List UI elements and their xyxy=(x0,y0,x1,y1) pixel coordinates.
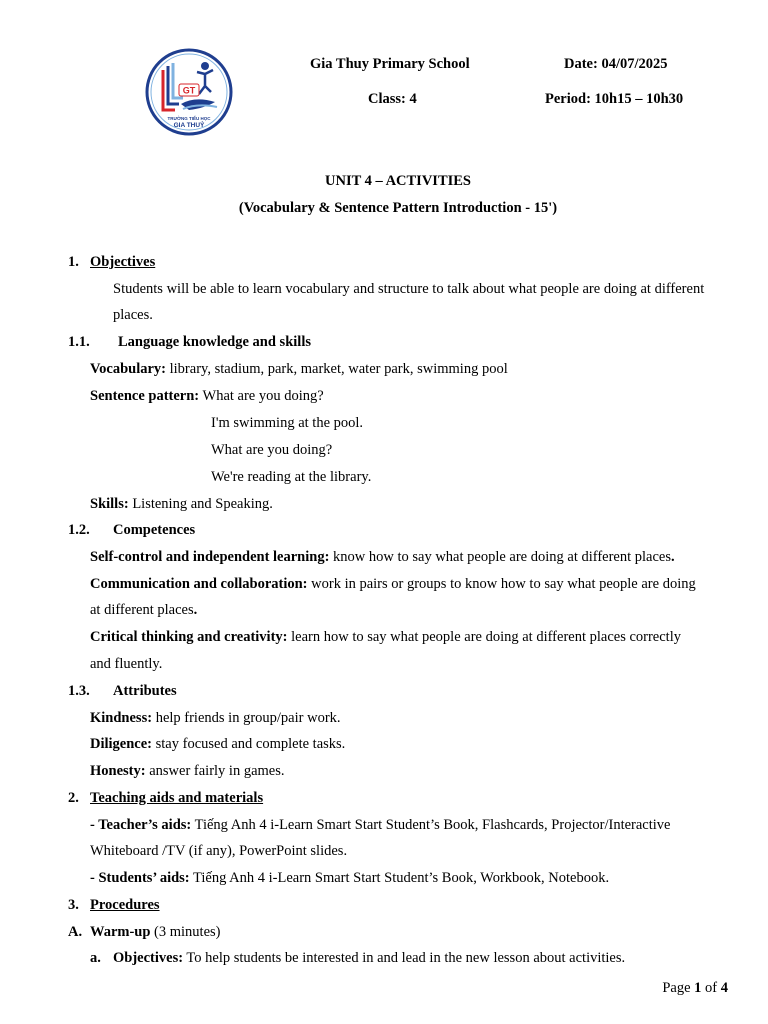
kindness-label: Kindness: xyxy=(90,710,153,726)
section-3-number: 3. xyxy=(68,897,79,913)
diligence-text: stay focused and complete tasks. xyxy=(152,736,346,752)
communication-line-2 xyxy=(90,602,197,619)
unit-subtitle: (Vocabulary & Sentence Pattern Introduction - 15') xyxy=(238,200,558,216)
skills-line xyxy=(90,496,273,513)
section-1-1-number: 1.1. xyxy=(68,334,90,350)
vocabulary-label: Vocabulary: xyxy=(90,361,166,377)
kindness-text: help friends in group/pair work. xyxy=(152,710,341,726)
critical-thinking-label: Critical thinking and creativity: xyxy=(90,629,288,645)
skills-text: Listening and Speaking. xyxy=(128,496,273,512)
warm-up-line xyxy=(90,924,221,941)
logo-badge: GT xyxy=(182,85,196,96)
students-aids-text: Tiếng Anh 4 i-Learn Smart Start Student’s Book, Workbook, Notebook. xyxy=(189,870,610,886)
warm-up-objectives-line xyxy=(113,950,625,967)
self-control-end: . xyxy=(671,549,675,565)
sentence-pattern-line xyxy=(90,388,324,405)
lesson-date: Date: 04/07/2025 xyxy=(564,56,668,72)
teacher-aids-line xyxy=(90,817,670,834)
page-total: 4 xyxy=(720,980,728,996)
self-control-text: know how to say what people are doing at different places xyxy=(329,549,671,565)
teacher-aids-label: - Teacher’s aids: xyxy=(90,817,192,833)
communication-end: . xyxy=(193,602,198,618)
critical-thinking-text: learn how to say what people are doing at different places correctly xyxy=(287,629,681,645)
critical-thinking-line xyxy=(90,629,681,646)
diligence-line xyxy=(90,736,345,753)
sentence-pattern-label: Sentence pattern: xyxy=(90,388,200,404)
section-1-2-number: 1.2. xyxy=(68,522,90,538)
logo-small-text: TRƯỜNG TIỂU HỌC xyxy=(167,116,211,121)
warm-up-objectives-label: Objectives: xyxy=(113,950,184,966)
teacher-aids-line-2: Whiteboard /TV (if any), PowerPoint slides. xyxy=(90,843,348,859)
section-1-3-heading: Attributes xyxy=(113,683,177,699)
school-logo xyxy=(145,46,235,138)
vocabulary-text: library, stadium, park, market, water park, swimming pool xyxy=(166,361,508,377)
page-number xyxy=(662,980,728,997)
honesty-label: Honesty: xyxy=(90,763,146,779)
logo-name-text: GIA THUỶ xyxy=(173,122,205,129)
self-control-label: Self-control and independent learning: xyxy=(90,549,330,565)
communication-label: Communication and collaboration: xyxy=(90,576,308,592)
critical-thinking-line-2: and fluently. xyxy=(90,656,163,672)
class-label: Class: 4 xyxy=(368,91,417,107)
section-3-heading: Procedures xyxy=(90,897,160,913)
section-1-1-heading: Language knowledge and skills xyxy=(118,334,311,350)
self-control-line xyxy=(90,549,675,566)
communication-text: work in pairs or groups to know how to say what people are doing xyxy=(307,576,696,592)
pattern-line-1: I'm swimming at the pool. xyxy=(211,415,364,431)
warm-up-objectives-letter: a. xyxy=(90,950,101,966)
school-logo-graphic xyxy=(145,46,235,138)
honesty-line xyxy=(90,763,285,780)
diligence-label: Diligence: xyxy=(90,736,153,752)
sentence-pattern-text: What are you doing? xyxy=(199,388,324,404)
vocabulary-line xyxy=(90,361,508,378)
objectives-intro-line-1: Students will be able to learn vocabulary and structure to talk about what people are doing at different xyxy=(113,281,705,297)
section-2-number: 2. xyxy=(68,790,79,806)
students-aids-line xyxy=(90,870,609,887)
students-aids-label: - Students’ aids: xyxy=(90,870,190,886)
page-current: 1 xyxy=(694,980,702,996)
pattern-line-2: What are you doing? xyxy=(211,442,333,458)
page-prefix: Page xyxy=(662,980,695,996)
pattern-line-3: We're reading at the library. xyxy=(211,469,372,485)
section-1-number: 1. xyxy=(68,254,79,270)
warm-up-duration: (3 minutes) xyxy=(150,924,221,940)
communication-text-2: at different places xyxy=(90,602,194,618)
warm-up-letter: A. xyxy=(68,924,83,940)
kindness-line xyxy=(90,710,341,727)
section-1-heading: Objectives xyxy=(90,254,156,270)
warm-up-objectives-text: To help students be interested in and lead in the new lesson about activities. xyxy=(183,950,626,966)
teacher-aids-text: Tiếng Anh 4 i-Learn Smart Start Student’s Book, Flashcards, Projector/Interactive xyxy=(191,817,671,833)
section-1-3-number: 1.3. xyxy=(68,683,90,699)
school-name: Gia Thuy Primary School xyxy=(310,56,470,72)
page-mid: of xyxy=(701,980,721,996)
honesty-text: answer fairly in games. xyxy=(145,763,285,779)
unit-title: UNIT 4 – ACTIVITIES xyxy=(325,173,471,189)
objectives-intro-line-2: places. xyxy=(113,307,153,323)
communication-line xyxy=(90,576,696,593)
section-2-heading: Teaching aids and materials xyxy=(90,790,264,806)
section-1-2-heading: Competences xyxy=(113,522,196,538)
period-label: Period: 10h15 – 10h30 xyxy=(545,91,684,107)
warm-up-label: Warm-up xyxy=(90,924,151,940)
skills-label: Skills: xyxy=(90,496,129,512)
